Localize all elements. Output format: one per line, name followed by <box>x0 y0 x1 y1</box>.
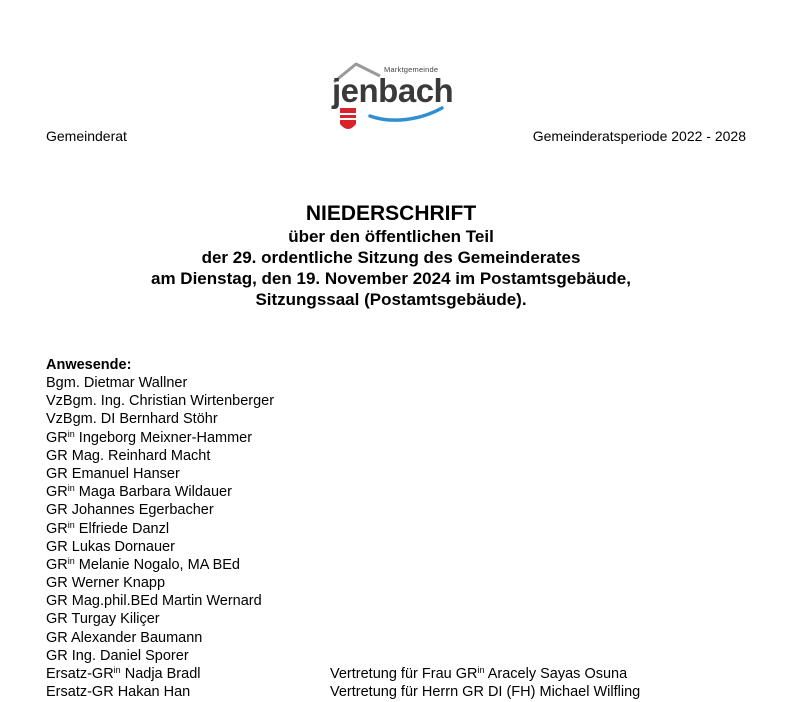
list-item <box>46 629 746 647</box>
attendee-title: GR <box>46 447 68 464</box>
list-item <box>46 374 746 392</box>
attendees-section <box>46 356 746 701</box>
attendee-title: Ersatz-GR <box>46 666 114 682</box>
attendee-name: Alexander Baumann <box>70 629 203 646</box>
attendee-title-suffix: in <box>67 483 75 494</box>
attendee-name: Ingeborg Meixner-Hammer <box>78 429 253 446</box>
attendee-title: GR <box>46 538 68 555</box>
list-item <box>46 465 746 483</box>
list-item <box>46 501 746 519</box>
list-item <box>46 520 746 538</box>
header-council: Gemeinderat <box>46 128 127 144</box>
substitution-note <box>330 665 627 683</box>
list-item <box>46 574 746 592</box>
attendee-title-suffix: in <box>67 519 75 530</box>
attendee-title-suffix: in <box>67 555 75 566</box>
title-line-3: am Dienstag, den 19. November 2024 im Postamtsgebäude, <box>151 269 631 288</box>
attendee-name: DI Bernhard Stöhr <box>100 411 218 428</box>
list-item <box>46 647 746 665</box>
attendee-title: GR <box>46 465 68 482</box>
logo-subtitle: Marktgemeinde <box>384 65 439 74</box>
list-item <box>46 610 746 628</box>
title-line-4: Sitzungssaal (Postamtsgebäude). <box>255 290 527 309</box>
attendee-title: Bgm. <box>46 375 80 391</box>
attendee-title: VzBgm. <box>46 411 97 428</box>
header-period: Gemeinderatsperiode 2022 - 2028 <box>532 128 746 144</box>
attendee-name: Werner Knapp <box>71 575 166 592</box>
attendee-name: Mag.phil.BEd Martin Wernard <box>71 593 262 610</box>
attendee-title: GR <box>46 520 68 537</box>
list-item <box>46 410 746 428</box>
substituted-member: Aracely Sayas Osuna <box>487 666 628 682</box>
list-item <box>46 665 746 683</box>
list-item <box>46 538 746 556</box>
attendee-name: Emanuel Hanser <box>71 465 180 482</box>
attendee-name: Lukas Dornauer <box>71 538 175 555</box>
attendee-title: VzBgm. <box>46 393 97 410</box>
attendee-name: Hakan Han <box>117 684 191 701</box>
attendee-title: GR <box>46 647 68 664</box>
attendee-title: GR <box>46 593 68 610</box>
document-title: NIEDERSCHRIFT <box>305 202 477 225</box>
attendee-title: Ersatz-GR <box>46 684 114 701</box>
attendees-heading: Anwesende: <box>46 357 132 373</box>
attendee-name: Johannes Egerbacher <box>71 502 214 519</box>
list-item <box>46 429 746 447</box>
list-item <box>46 447 746 465</box>
attendee-name: Ing. Daniel Sporer <box>71 647 189 664</box>
title-line-1: über den öffentlichen Teil <box>288 227 494 246</box>
attendee-name: Mag. Reinhard Macht <box>71 447 211 464</box>
attendee-title-suffix: in <box>67 428 75 439</box>
attendee-name: Ing. Christian Wirtenberger <box>100 393 275 410</box>
substitution-text: Vertretung für Frau GR <box>330 666 478 682</box>
municipality-logo <box>330 58 454 138</box>
attendee-title: GR <box>46 629 68 646</box>
logo-wordmark: jenbach <box>332 72 454 109</box>
list-item <box>46 683 746 701</box>
list-item <box>46 592 746 610</box>
list-item <box>46 483 746 501</box>
attendee-title: GR <box>46 429 68 446</box>
attendee-title: GR <box>46 611 68 628</box>
attendee-name: Elfriede Danzl <box>78 520 170 537</box>
title-line-2: der 29. ordentliche Sitzung des Gemeinderates <box>201 248 581 267</box>
substitution-text: Vertretung für Herrn GR DI (FH) Michael Wilfling <box>330 684 641 701</box>
attendee-name: Dietmar Wallner <box>83 375 188 391</box>
attendee-title: GR <box>46 575 68 592</box>
attendee-title: GR <box>46 484 68 501</box>
list-item <box>46 556 746 574</box>
attendees-list <box>46 374 746 701</box>
attendee-name: Turgay Kiliçer <box>71 611 160 628</box>
document-title-block <box>0 201 782 310</box>
attendee-name: Melanie Nogalo, MA BEd <box>78 556 240 573</box>
substitution-note <box>330 683 640 701</box>
attendee-name: Maga Barbara Wildauer <box>78 484 232 501</box>
attendee-title-suffix: in <box>113 665 121 675</box>
substitution-suffix: in <box>477 665 485 675</box>
attendee-title: GR <box>46 556 68 573</box>
attendee-title: GR <box>46 502 68 519</box>
list-item <box>46 392 746 410</box>
attendee-name: Nadja Bradl <box>124 666 201 682</box>
